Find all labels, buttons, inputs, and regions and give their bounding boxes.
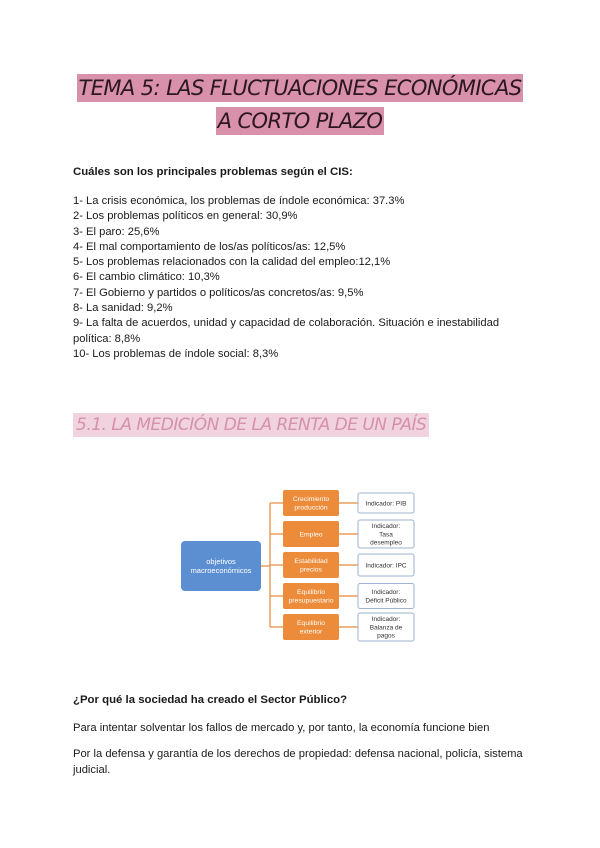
answer-1: Para intentar solventar los fallos de mercado y, por tanto, la economía funcione bien bbox=[73, 722, 490, 734]
cis-item: 2- Los problemas políticos en general: 30,9% bbox=[73, 210, 298, 223]
indicator-label: Balanza de bbox=[369, 624, 403, 632]
answer-2: Por la defensa y garantía de los derechos de propiedad: defensa nacional, policía, sistema judicial. bbox=[73, 748, 523, 776]
indicator-label: Indicador: bbox=[371, 523, 401, 531]
cis-item: 6- El cambio climático: 10,3% bbox=[73, 271, 220, 284]
cis-item: 4- El mal comportamiento de los/as políticos/as: 12,5% bbox=[73, 240, 346, 253]
cis-item: 3- El paro: 25,6% bbox=[73, 225, 160, 238]
title-line-1: TEMA 5: LAS FLUCTUACIONES ECONÓMICAS bbox=[78, 76, 522, 100]
cis-item: 7- El Gobierno y partidos o políticos/as concretos/as: 9,5% bbox=[73, 286, 364, 299]
section-title: 5.1. LA MEDICIÓN DE LA RENTA DE UN PAÍS bbox=[73, 413, 429, 437]
indicator-label: Indicador: bbox=[371, 589, 401, 597]
page-title bbox=[0, 74, 600, 140]
indicator-label: Tasa bbox=[379, 531, 393, 539]
objective-label: precios bbox=[300, 566, 322, 574]
root-label: macroeconómicos bbox=[190, 566, 252, 576]
indicator-label: Déficit Público bbox=[365, 597, 407, 605]
indicator-label: desempleo bbox=[370, 539, 402, 547]
indicator-label: Indicador: IPC bbox=[365, 562, 407, 570]
cis-item: 9- La falta de acuerdos, unidad y capacidad de colaboración. Situación e inestabilidad política: 8,8% bbox=[73, 317, 500, 345]
objective-label: Equilibrio bbox=[297, 620, 325, 628]
objective-label: Empleo bbox=[299, 531, 323, 539]
objective-label: Equilibrio bbox=[297, 589, 325, 597]
objective-label: exterior bbox=[299, 628, 323, 636]
indicator-label: Indicador: PIB bbox=[365, 500, 407, 508]
macro-objectives-diagram bbox=[0, 486, 600, 646]
title-line-2: A CORTO PLAZO bbox=[217, 109, 383, 133]
sector-publico-question: ¿Por qué la sociedad ha creado el Sector Público? bbox=[73, 694, 348, 706]
objective-label: presupuestario bbox=[288, 597, 334, 605]
cis-item: 5- Los problemas relacionados con la calidad del empleo:12,1% bbox=[73, 256, 391, 269]
cis-heading: Cuáles son los principales problemas según el CIS: bbox=[73, 166, 353, 178]
indicator-label: pagos bbox=[377, 632, 395, 640]
objective-label: Crecimiento bbox=[292, 496, 330, 504]
cis-item: 8- La sanidad: 9,2% bbox=[73, 302, 173, 315]
objective-label: Estabilidad bbox=[294, 558, 328, 566]
objective-label: producción bbox=[294, 504, 328, 512]
cis-item: 10- Los problemas de índole social: 8,3% bbox=[73, 347, 279, 360]
indicator-label: Indicador: bbox=[371, 616, 401, 624]
cis-list bbox=[73, 194, 533, 362]
root-label: objetivos bbox=[206, 557, 236, 567]
cis-item: 1- La crisis económica, los problemas de índole económica: 37.3% bbox=[73, 195, 405, 207]
